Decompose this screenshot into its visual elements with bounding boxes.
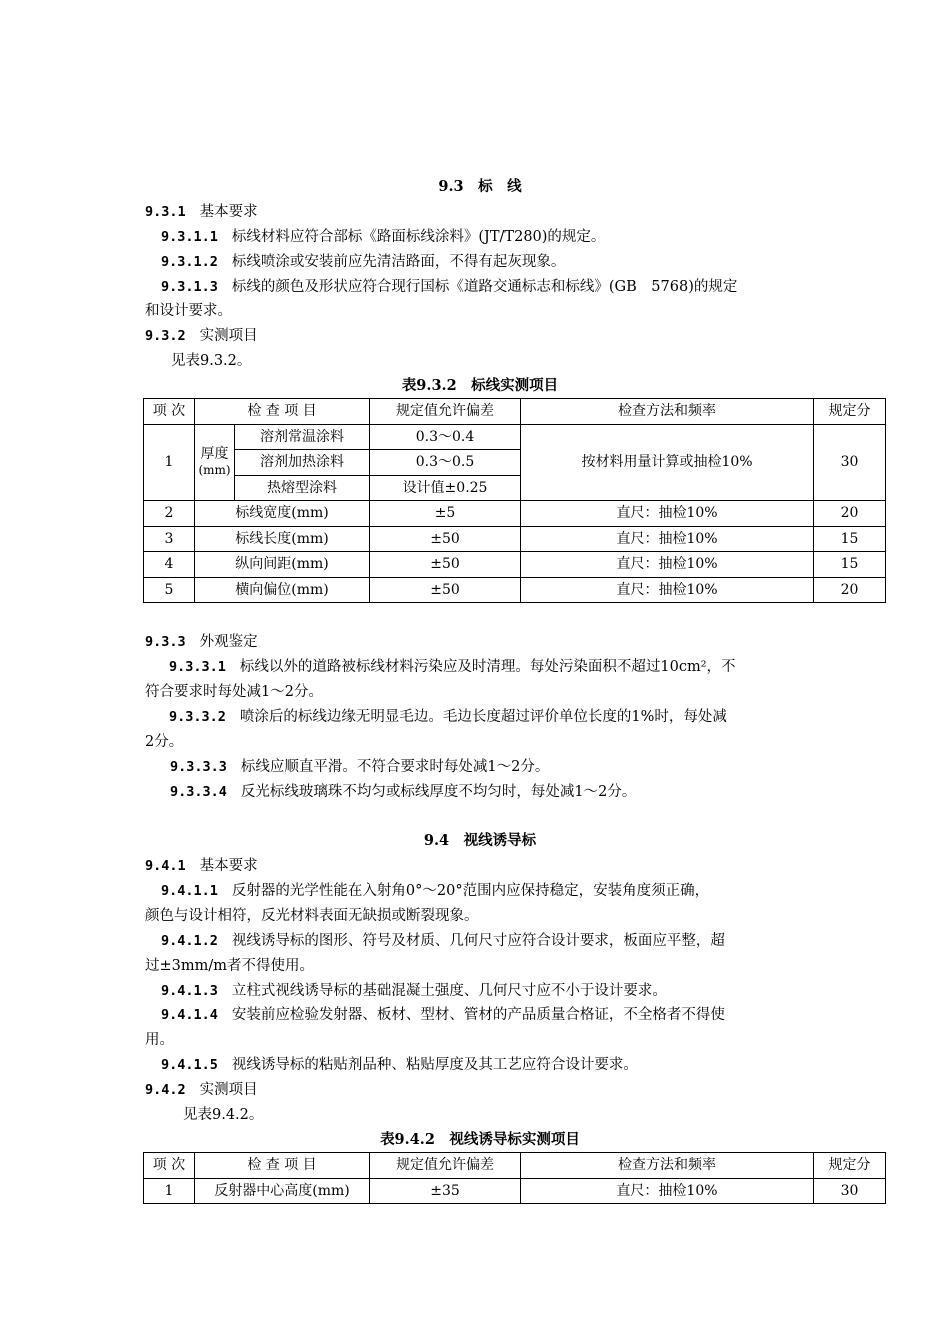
header-cell: 规定值允许偏差 [370, 1153, 521, 1179]
table-row [144, 424, 886, 450]
heading-9-3-2: 9.3.2 实测项目 [145, 328, 258, 344]
tolerance-cell: ±50 [370, 526, 521, 552]
item-cell: 标线宽度(mm) [195, 501, 370, 527]
row-number: 5 [144, 577, 195, 603]
header-cell: 规定分 [814, 1153, 886, 1179]
para-9-3-3-4: 9.3.3.4 反光标线玻璃珠不均匀或标线厚度不均匀时，每处减1～2分。 [170, 784, 637, 800]
method-cell: 直尺：抽检10% [521, 501, 814, 527]
para-9-3-3-2-cont: 2分。 [145, 734, 184, 750]
score-cell: 30 [814, 424, 886, 501]
table-9-3-2 [143, 398, 886, 603]
header-cell: 规定值允许偏差 [370, 399, 521, 425]
tolerance-cell: 0.3～0.4 [370, 424, 521, 450]
table-row [144, 1178, 886, 1204]
para-9-4-1-3: 9.4.1.3 立柱式视线诱导标的基础混凝土强度、几何尺寸应不小于设计要求。 [161, 983, 667, 999]
tolerance-cell: ±50 [370, 552, 521, 578]
header-cell: 项 次 [144, 1153, 195, 1179]
see-table-9-3-2: 见表9.3.2。 [171, 353, 252, 369]
para-9-3-3-2: 9.3.3.2 喷涂后的标线边缘无明显毛边。毛边长度超过评价单位长度的1%时，每处减 [169, 709, 727, 725]
item-cell: 横向偏位(mm) [195, 577, 370, 603]
tolerance-cell: 设计值±0.25 [370, 475, 521, 501]
sub-item: 溶剂常温涂料 [235, 424, 370, 450]
para-9-4-1-1-cont: 颜色与设计相符，反光材料表面无缺损或断裂现象。 [145, 908, 479, 924]
score-cell: 15 [814, 526, 886, 552]
method-cell: 按材料用量计算或抽检10% [521, 424, 814, 501]
score-cell: 15 [814, 552, 886, 578]
table-9-4-2 [143, 1152, 886, 1204]
heading-9-4-1: 9.4.1 基本要求 [145, 858, 258, 874]
header-cell: 检 查 项 目 [195, 399, 370, 425]
score-cell: 20 [814, 501, 886, 527]
sub-item: 热熔型涂料 [235, 475, 370, 501]
table-title-9-4-2: 表9.4.2 视线诱导标实测项目 [380, 1131, 580, 1148]
item-cell: 反射器中心高度(mm) [195, 1178, 370, 1204]
score-cell: 30 [814, 1178, 886, 1204]
table-row [144, 501, 886, 527]
method-cell: 直尺：抽检10% [521, 552, 814, 578]
method-cell: 直尺：抽检10% [521, 577, 814, 603]
sub-item: 溶剂加热涂料 [235, 450, 370, 476]
para-9-3-1-3-cont: 和设计要求。 [145, 303, 232, 319]
heading-9-3-3: 9.3.3 外观鉴定 [145, 634, 258, 650]
table-row [144, 577, 886, 603]
tolerance-cell: ±50 [370, 577, 521, 603]
item-cell: 纵向间距(mm) [195, 552, 370, 578]
group-label: 厚度 (mm) [195, 424, 235, 501]
para-9-4-1-4: 9.4.1.4 安装前应检验发射器、板材、型材、管材的产品质量合格证，不全格者不得使 [161, 1007, 725, 1023]
para-9-4-1-5: 9.4.1.5 视线诱导标的粘贴剂品种、粘贴厚度及其工艺应符合设计要求。 [161, 1057, 638, 1073]
para-9-4-1-4-cont: 用。 [145, 1032, 174, 1048]
para-9-3-3-3: 9.3.3.3 标线应顺直平滑。不符合要求时每处减1～2分。 [170, 759, 550, 775]
para-9-3-3-1: 9.3.3.1 标线以外的道路被标线材料污染应及时清理。每处污染面积不超过10cm²，不 [169, 659, 736, 675]
table-row [144, 526, 886, 552]
tolerance-cell: ±5 [370, 501, 521, 527]
row-number: 2 [144, 501, 195, 527]
tolerance-cell: ±35 [370, 1178, 521, 1204]
heading-9-4-2: 9.4.2 实测项目 [145, 1082, 258, 1098]
para-9-4-1-1: 9.4.1.1 反射器的光学性能在入射角0°～20°范围内应保持稳定，安装角度须正确， [161, 883, 710, 899]
score-cell: 20 [814, 577, 886, 603]
row-number: 3 [144, 526, 195, 552]
row-number: 4 [144, 552, 195, 578]
para-9-4-1-2: 9.4.1.2 视线诱导标的图形、符号及材质、几何尺寸应符合设计要求，板面应平整，超 [161, 933, 725, 949]
method-cell: 直尺：抽检10% [521, 526, 814, 552]
header-cell: 检查方法和频率 [521, 399, 814, 425]
table-header-row [144, 1153, 886, 1179]
para-9-4-1-2-cont: 过±3mm/m者不得使用。 [145, 958, 315, 974]
section-title-9-4: 9.4 视线诱导标 [423, 832, 537, 849]
header-cell: 规定分 [814, 399, 886, 425]
table-header-row [144, 399, 886, 425]
method-cell: 直尺：抽检10% [521, 1178, 814, 1204]
row-number: 1 [144, 424, 195, 501]
tolerance-cell: 0.3～0.5 [370, 450, 521, 476]
header-cell: 检查方法和频率 [521, 1153, 814, 1179]
table-title-9-3-2: 表9.3.2 标线实测项目 [401, 377, 559, 394]
see-table-9-4-2: 见表9.4.2。 [183, 1107, 264, 1123]
para-9-3-1-3: 9.3.1.3 标线的颜色及形状应符合现行国标《道路交通标志和标线》(GB 5768)的规定 [161, 279, 738, 295]
section-title-9-3: 9.3 标 线 [438, 178, 522, 195]
header-cell: 项 次 [144, 399, 195, 425]
para-9-3-1-2: 9.3.1.2 标线喷涂或安装前应先清洁路面，不得有起灰现象。 [161, 254, 566, 270]
header-cell: 检 查 项 目 [195, 1153, 370, 1179]
table-row [144, 552, 886, 578]
row-number: 1 [144, 1178, 195, 1204]
item-cell: 标线长度(mm) [195, 526, 370, 552]
para-9-3-3-1-cont: 符合要求时每处减1～2分。 [145, 684, 323, 700]
para-9-3-1-1: 9.3.1.1 标线材料应符合部标《路面标线涂料》(JT/T280)的规定。 [161, 229, 606, 245]
heading-9-3-1: 9.3.1 基本要求 [145, 204, 258, 220]
